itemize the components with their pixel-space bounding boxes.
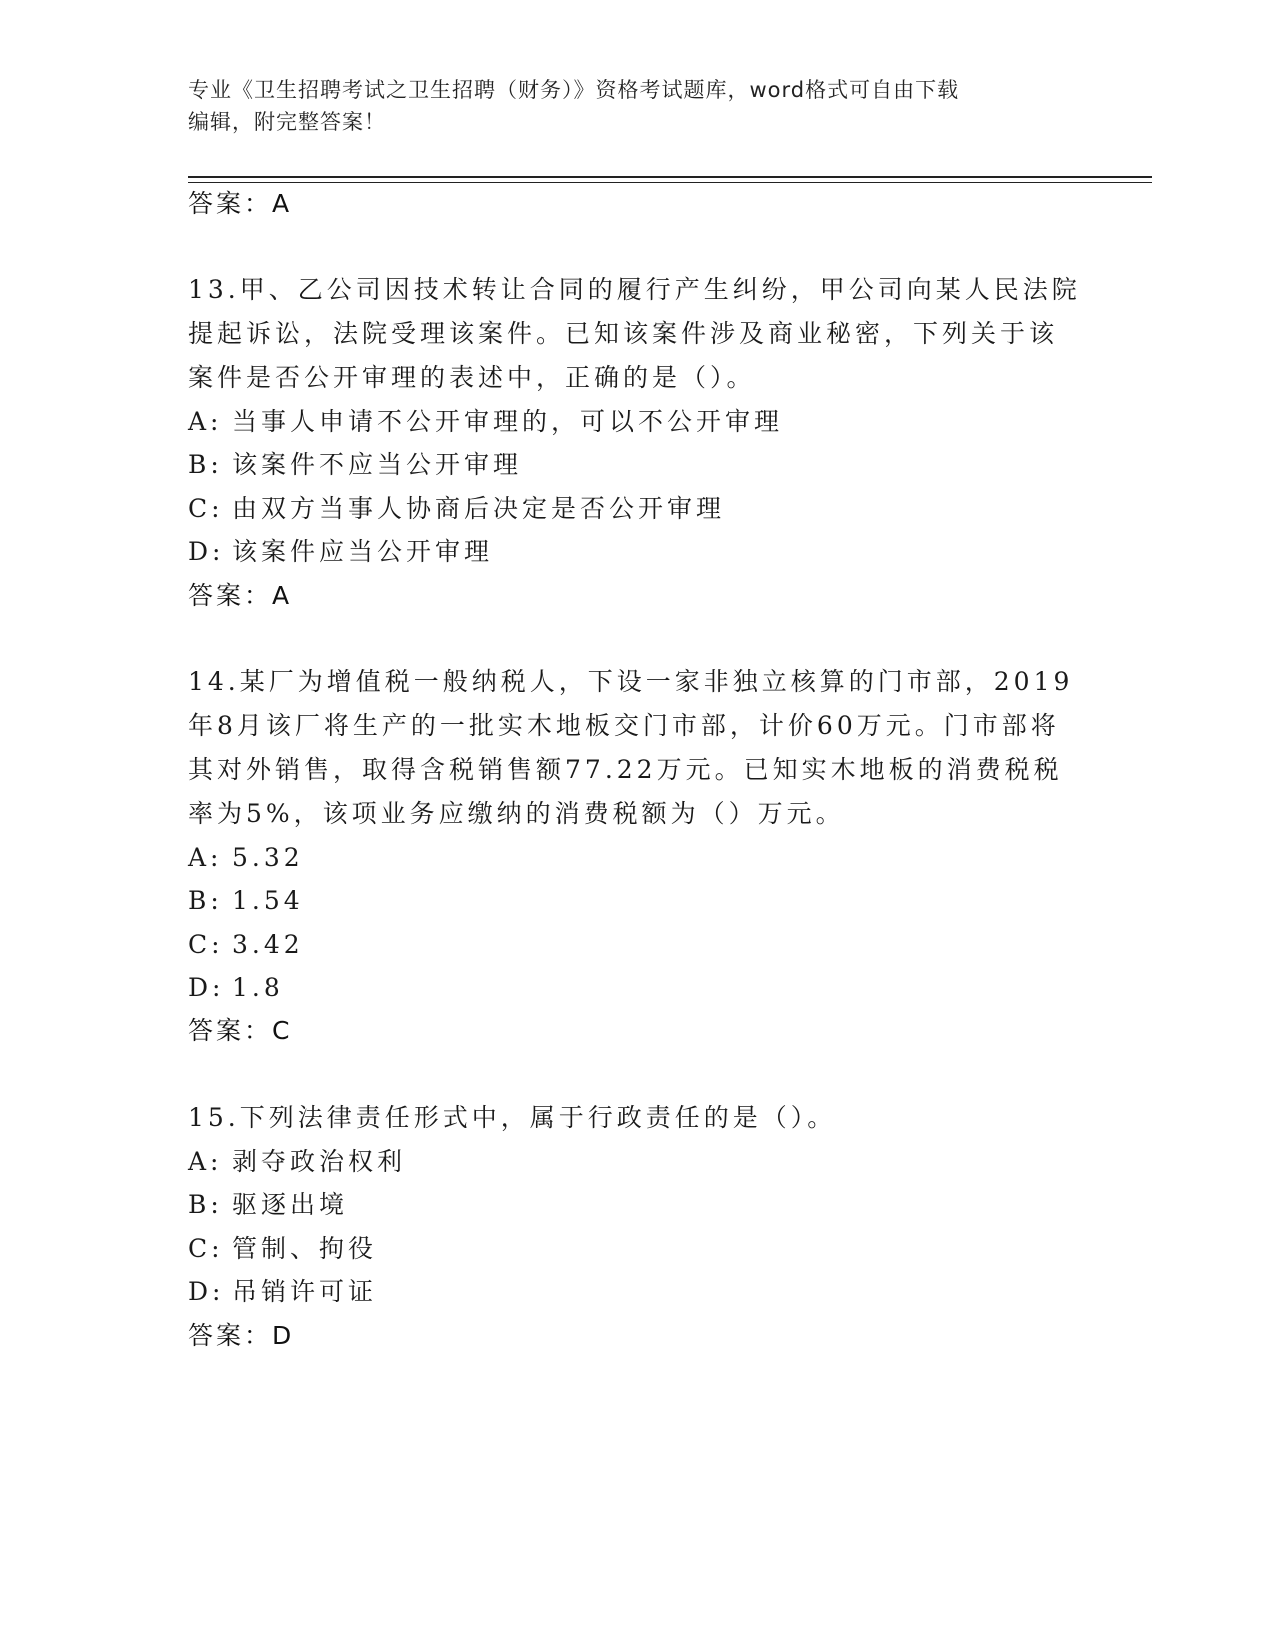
answer: 答案：D bbox=[188, 1321, 295, 1350]
option-text: 1.54 bbox=[232, 886, 304, 915]
option-key: A: bbox=[188, 843, 223, 872]
question-text-line: 15.下列法律责任形式中，属于行政责任的是（）。 bbox=[188, 1103, 837, 1132]
option-d bbox=[188, 972, 284, 1004]
header-divider-thick bbox=[188, 176, 1152, 178]
question-text-line: 13.甲、乙公司因技术转让合同的履行产生纠纷，甲公司向某人民法院 bbox=[188, 275, 1081, 304]
option-b bbox=[188, 885, 304, 917]
option-key: D: bbox=[188, 973, 225, 1002]
previous-answer: 答案：A bbox=[188, 189, 293, 218]
option-key: B: bbox=[188, 450, 223, 479]
option-key: C: bbox=[188, 930, 224, 959]
option-b bbox=[188, 449, 522, 481]
question-text-line: 14.某厂为增值税一般纳税人，下设一家非独立核算的门市部，2019 bbox=[188, 667, 1074, 696]
option-key: B: bbox=[188, 1190, 223, 1219]
option-b bbox=[188, 1189, 348, 1221]
option-text: 该案件不应当公开审理 bbox=[232, 450, 523, 479]
header-line-2: 编辑，附完整答案！ bbox=[188, 110, 386, 134]
option-d bbox=[188, 536, 493, 568]
option-key: A: bbox=[188, 1147, 223, 1176]
option-c bbox=[188, 929, 304, 961]
option-text: 当事人申请不公开审理的，可以不公开审理 bbox=[232, 407, 784, 436]
option-a bbox=[188, 1146, 406, 1178]
option-key: D: bbox=[188, 537, 225, 566]
option-d bbox=[188, 1276, 377, 1308]
question-text-line: 其对外销售，取得含税销售额77.22万元。已知实木地板的消费税税 bbox=[188, 755, 1063, 784]
answer: 答案：A bbox=[188, 581, 293, 610]
option-key: D: bbox=[188, 1277, 225, 1306]
question-text-line: 提起诉讼，法院受理该案件。已知该案件涉及商业秘密，下列关于该 bbox=[188, 319, 1059, 348]
option-a bbox=[188, 406, 783, 438]
header-divider-thin bbox=[188, 182, 1152, 183]
option-a bbox=[188, 842, 304, 874]
question-text-line: 案件是否公开审理的表述中，正确的是（）。 bbox=[188, 363, 756, 392]
question-text-line: 年8月该厂将生产的一批实木地板交门市部，计价60万元。门市部将 bbox=[188, 711, 1060, 740]
option-text: 管制、拘役 bbox=[232, 1234, 378, 1263]
document-header bbox=[188, 74, 1088, 138]
option-key: A: bbox=[188, 407, 223, 436]
question-text-line: 率为5%，该项业务应缴纳的消费税额为（）万元。 bbox=[188, 799, 845, 828]
option-text: 驱逐出境 bbox=[232, 1190, 349, 1219]
option-text: 5.32 bbox=[232, 843, 304, 872]
answer: 答案：C bbox=[188, 1016, 293, 1045]
option-text: 该案件应当公开审理 bbox=[232, 537, 494, 566]
option-text: 1.8 bbox=[232, 973, 284, 1002]
option-key: C: bbox=[188, 1234, 224, 1263]
option-text: 3.42 bbox=[232, 930, 304, 959]
option-key: B: bbox=[188, 886, 223, 915]
option-text: 剥夺政治权利 bbox=[232, 1147, 407, 1176]
option-text: 吊销许可证 bbox=[232, 1277, 378, 1306]
option-key: C: bbox=[188, 494, 224, 523]
option-text: 由双方当事人协商后决定是否公开审理 bbox=[232, 494, 726, 523]
header-line-1: 专业《卫生招聘考试之卫生招聘（财务）》资格考试题库，word格式可自由下载 bbox=[188, 78, 960, 102]
option-c bbox=[188, 493, 725, 525]
option-c bbox=[188, 1233, 377, 1265]
